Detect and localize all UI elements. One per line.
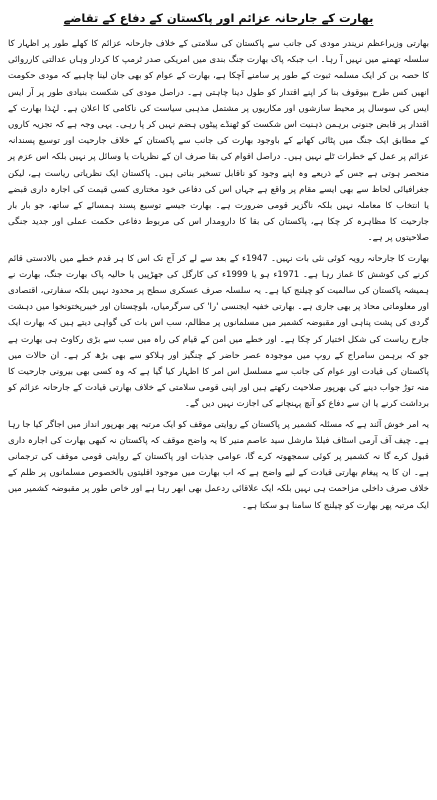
article-title: بھارت کے جارحانہ عزائم اور پاکستان کے دفاع کے تقاضے bbox=[63, 11, 374, 25]
article-paragraph-1: بھارتی وزیراعظم نریندر مودی کی جانب سے پاکستان کی سلامتی کے خلاف جارحانہ عزائم کا کھلے طور پر اظہار کا سلسلہ تھمنے میں نہیں آ رہا۔ اب جبکہ پاک بھارت جنگ بندی میں امریکی صدر ٹرمپ کا کردار وہاں عدالتی کارروائی کا حصہ بن کر ایک مسلمہ ثبوت کے طور پر سامنے آچکا ہے، بھارت کے عوام کو بھی جان لینا چاہیے کہ مودی حکومت انھیں کس طرح بیوقوف بنا کر اپنے اقتدار کو طول دینا چاہتی ہے۔ دراصل مودی کی شکست بنیادی طور پر آر ایس ایس کی سوسال پر محیط سازشوں اور مکاریوں پر مشتمل مذہبی سیاست کی ناکامی کا اعلان ہے۔ لہٰذا بھارت کے اقتدار پر قابض جنونی برہمن ذہنیت اس شکست کو ٹھنڈے پیٹوں ہضم نہیں کر پا رہی۔ یہی وجہ ہے کہ تجزیہ کاروں کے مطابق ایک جنگ میں پٹائی کھانے کے باوجود بھارت کی جانب سے پاکستان کے خلاف جارحیت اور توسیع پسندانہ عزائم پر عمل کے خطرات ٹلے نہیں ہیں۔ دراصل اقوام کی بقا صرف ان کے نظریات یا وسائل پر نہیں بلکہ اس عزم پر منحصر ہوتی ہے جس کے ذریعے وہ اپنے وجود کو ناقابل تسخیر بناتی ہیں۔ پاکستان ایک نظریاتی ریاست ہے، لیکن جغرافیائی لحاظ سے بھی ایسے مقام پر واقع ہے جہاں اس کی دفاعی خود مختاری کسی قیمت کی اجارہ داری قبضے یا انتخاب کا معاملہ نہیں بلکہ ناگزیر قومی ضرورت ہے۔ بھارت جیسے توسیع پسند ہمسائے کے ساتھ، جو بار بار جارحیت کا مظاہرہ کر چکا ہے، پاکستان کی بقا کا دارومدار اس کی مربوط دفاعی حکمت عملی اور جدید جنگی صلاحیتوں پر ہے۔ bbox=[8, 39, 429, 244]
article-paragraph-3: یہ امر خوش آئند ہے کہ مسئلہ کشمیر پر پاکستان کے روایتی موقف کو ایک مرتبہ پھر بھرپور انداز میں اجاگر کیا جا رہا ہے۔ چیف آف آرمی اسٹاف فیلڈ مارشل سید عاصم منیر کا یہ واضح موقف کہ پاکستان نہ کبھی بھارت کی اجارہ داری قبول کرے گا نہ کشمیر پر کوئی سمجھوتہ کرے گا، عوامی جذبات اور پاکستان کے روایتی قومی موقف کی ترجمانی ہے۔ ان کا یہ پیغام بھارتی قیادت کے لیے واضح ہے کہ اب بھارت میں موجود اقلیتوں بالخصوص مسلمانوں پر ظلم کے خلاف صرف داخلی مزاحمت ہی نہیں بلکہ ایک علاقائی ردعمل بھی ابھر رہا ہے اور خاص طور پر مقبوضہ کشمیر میں ایک مرتبہ پھر بھارت کو چیلنج کا سامنا ہو سکتا ہے۔ bbox=[8, 419, 429, 511]
article-paragraph-2: بھارت کا جارحانہ رویہ کوئی نئی بات نہیں۔ 1947ء کے بعد سے لے کر آج تک اس کا ہر قدم خطے میں بالادستی قائم کرنے کی کوشش کا غماز رہا ہے۔ 1971ء ہو یا 1999ء کی کارگل کی جھڑپیں یا حالیہ پاک بھارت جنگ، بھارت نے ہمیشہ پاکستان کی سالمیت کو چیلنج کیا ہے۔ یہ سلسلہ صرف عسکری سطح پر محدود نہیں بلکہ سفارتی، اقتصادی اور معلوماتی محاذ پر بھی جاری ہے۔ بھارتی خفیہ ایجنسی 'را' کی سرگرمیاں، بلوچستان اور خیبرپختونخوا میں دہشت گردی کی پشت پناہی اور مقبوضہ کشمیر میں مسلمانوں پر مظالم، سب اس بات کی گواہی دیتے ہیں کہ بھارت ایک جارح ریاست کی شکل اختیار کر چکا ہے۔ اور خطے میں امن کے قیام کی راہ میں سب سے بڑی رکاوٹ ہی بھارت ہے جو کہ برہمن سامراج کے روپ میں موجودہ عصر حاضر کے چنگیز اور ہلاکو سے بھی بڑھ کر ہے۔ ان حالات میں پاکستان کی قیادت اور عوام کی جانب سے مسلسل اس امر کا اظہار کیا گیا ہے کہ وہ کسی بھی بیرونی جارحیت کا منہ توڑ جواب دینے کی بھرپور صلاحیت رکھتے ہیں اور اپنی قومی سلامتی کے خلاف بھارتی قیادت کے جارحانہ عزائم کو برداشت کرنے یا ان سے دفاع کو آنچ پہنچانے کی اجازت نہیں دیں گے۔ bbox=[8, 253, 429, 410]
